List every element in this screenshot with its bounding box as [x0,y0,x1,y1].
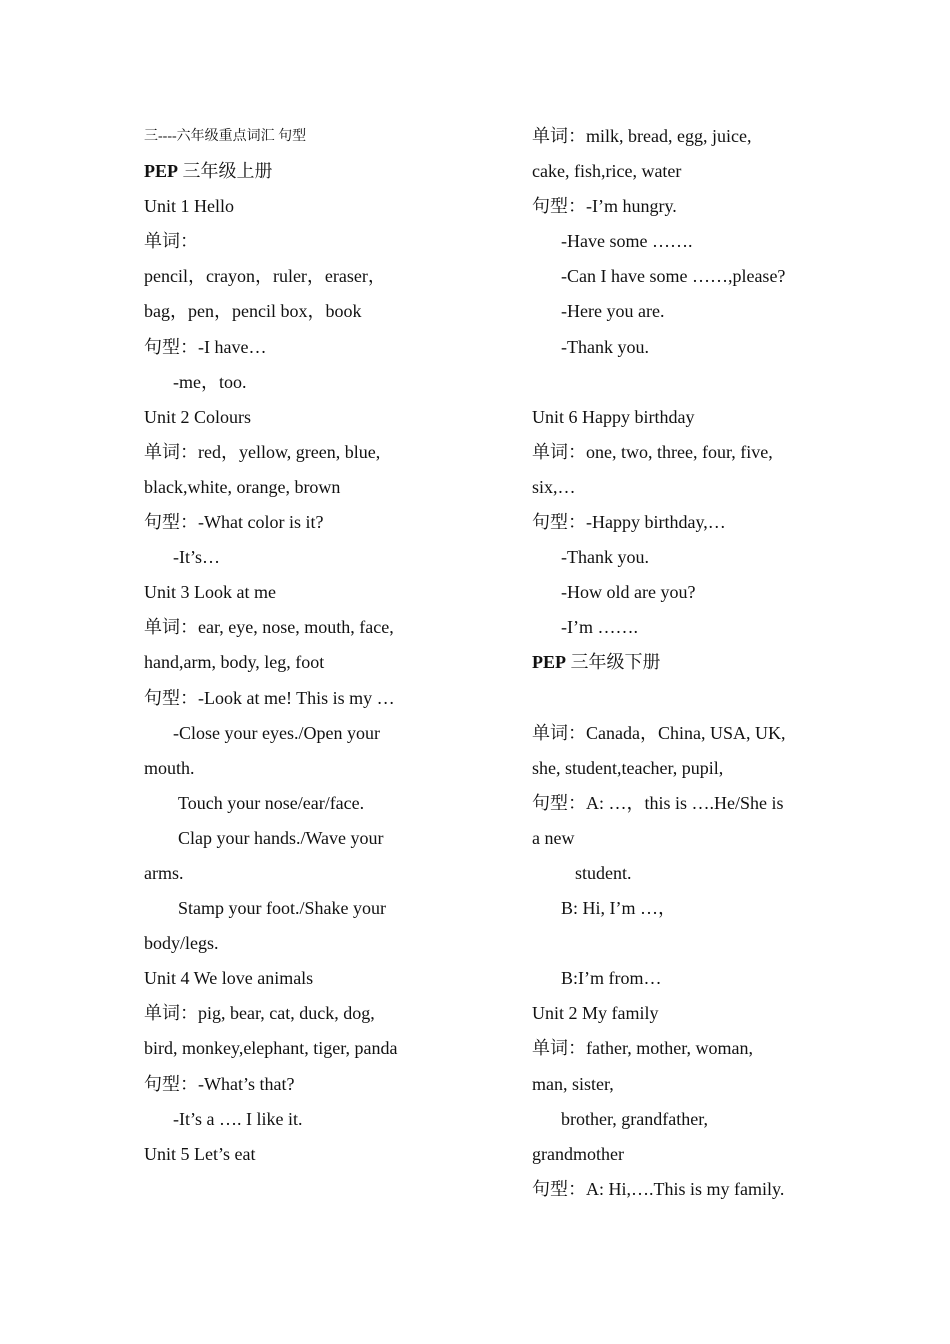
sentence-line: -me，too. [173,371,247,392]
vocab-label: 单词： [144,231,198,252]
sentence-line: a new [532,827,575,848]
blank-line [532,365,832,400]
grade-label: 三年级上册 [182,161,273,182]
vocab-line: black,white, orange, brown [144,476,341,497]
sentence-line: Touch your nose/ear/face. [178,792,365,813]
vocab-line: six,… [532,476,576,497]
sentence-line: student. [575,862,632,883]
sentence-line: -Thank you. [561,547,649,568]
pep-label: PEP [144,161,178,182]
sentence-line: 句型：-Look at me! This is my … [144,687,395,708]
vocab-line: brother, grandfather, [561,1108,708,1129]
vocab-line: 单词：one, two, three, four, five, [532,441,773,462]
left-column [144,119,444,1172]
vocab-line: bird, monkey,elephant, tiger, panda [144,1038,398,1059]
sentence-line: -Close your eyes./Open your [173,722,380,743]
sentence-line: Stamp your foot./Shake your [178,898,386,919]
sentence-line: -Can I have some ……,please? [561,266,786,287]
vocab-line: 单词：red，yellow, green, blue, [144,441,381,462]
vocab-line: cake, fish,rice, water [532,161,682,182]
grade-label: 三年级下册 [570,652,661,673]
document-title: 三----六年级重点词汇 句型 [144,129,307,144]
sentence-line: body/legs. [144,933,219,954]
unit-heading: Unit 1 Hello [144,196,234,217]
sentence-line: -Thank you. [561,336,649,357]
unit-heading: Unit 2 My family [532,1003,659,1024]
sentence-line: 句型：-I’m hungry. [532,196,677,217]
unit-heading: Unit 5 Let’s eat [144,1143,256,1164]
pep-label: PEP [532,652,566,673]
vocab-line: 单词：Canada，China, USA, UK, [532,722,786,743]
sentence-line: 句型：A: Hi,….This is my family. [532,1178,785,1199]
sentence-line: -Here you are. [561,301,665,322]
unit-heading: Unit 6 Happy birthday [532,406,695,427]
sentence-line: 句型：-What color is it? [144,512,324,533]
vocab-line: grandmother [532,1143,624,1164]
unit-heading: Unit 3 Look at me [144,582,276,603]
sentence-line: -It’s… [173,547,220,568]
blank-line [532,926,832,961]
vocab-line: 单词：milk, bread, egg, juice, [532,126,752,146]
vocab-line: hand,arm, body, leg, foot [144,652,325,673]
vocab-line: 单词：pig, bear, cat, duck, dog, [144,1003,375,1024]
sentence-line: 句型：-What’s that? [144,1073,295,1094]
sentence-line: 句型：A: …，this is ….He/She is [532,792,784,813]
vocab-line: pencil，crayon，ruler，eraser， [144,266,386,287]
section-heading-grade3-vol2 [532,645,832,680]
vocab-line: 单词：ear, eye, nose, mouth, face, [144,617,394,638]
sentence-line: B: Hi, I’m …， [561,898,676,919]
right-column [532,119,832,1207]
sentence-line: B:I’m from… [561,968,662,989]
sentence-line: mouth. [144,757,195,778]
unit-heading: Unit 2 Colours [144,406,252,427]
sentence-line: Clap your hands./Wave your [178,827,384,848]
sentence-line: -Have some ……. [561,231,693,252]
unit-heading: Unit 4 We love animals [144,968,314,989]
sentence-line: 句型：-Happy birthday,… [532,512,726,533]
vocab-line: bag，pen，pencil box，book [144,301,362,322]
vocab-line: 单词：father, mother, woman, [532,1038,754,1059]
sentence-line: -I’m ……. [561,617,638,638]
section-heading-grade3-vol1 [144,154,444,189]
sentence-line: 句型：-I have… [144,336,267,357]
vocab-line: man, sister, [532,1073,614,1094]
blank-line [532,681,832,716]
vocab-line: she, student,teacher, pupil, [532,757,724,778]
sentence-line: arms. [144,862,184,883]
sentence-line: -It’s a …. I like it. [173,1108,303,1129]
sentence-line: -How old are you? [561,582,696,603]
